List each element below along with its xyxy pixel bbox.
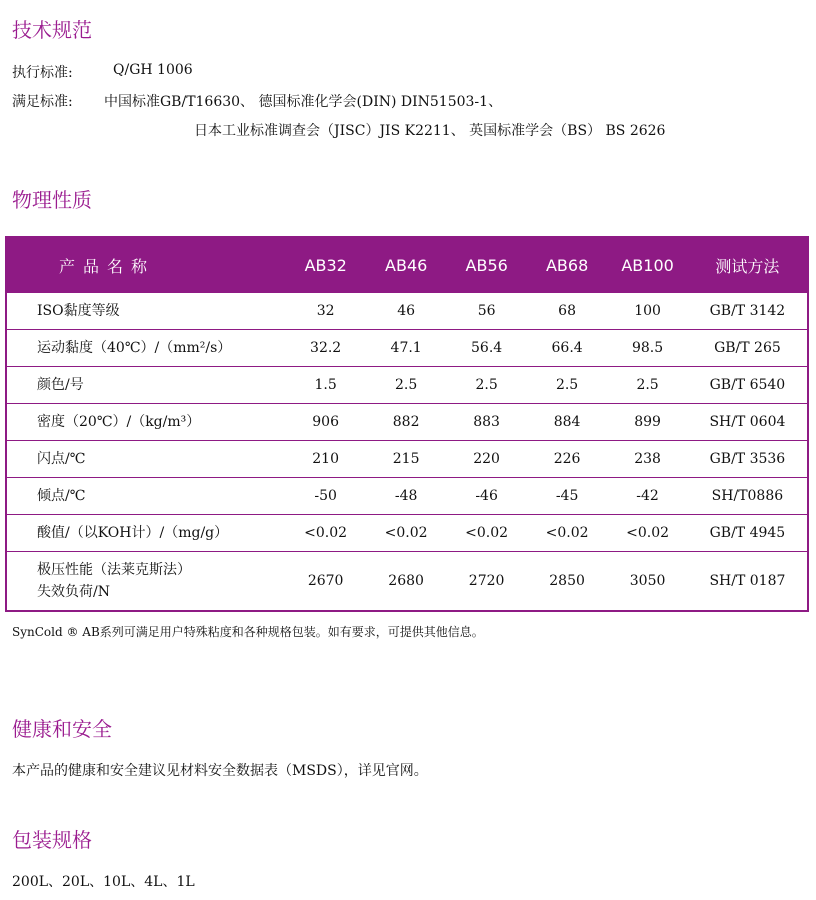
row-property-name: 运动黏度（40℃）/（mm²/s） [37, 340, 232, 356]
row-value: 2.5 [394, 377, 418, 393]
row-test-method: SH/T0886 [711, 488, 784, 504]
table-row [7, 329, 807, 366]
row-value: 56.4 [471, 340, 503, 356]
header-ab32: AB32 [304, 255, 347, 275]
section-title-physical: 物理性质 [12, 188, 92, 212]
row-value: -46 [475, 488, 498, 504]
row-value: 3050 [629, 573, 666, 589]
row-value: <0.02 [304, 525, 348, 541]
table-row [7, 292, 807, 329]
header-test-method: 测试方法 [715, 256, 780, 276]
row-value: -45 [555, 488, 579, 504]
row-value: -42 [636, 488, 659, 504]
row-value: 2670 [307, 573, 344, 589]
table-row [7, 403, 807, 440]
row-test-method: GB/T 265 [714, 340, 781, 356]
exec-standard-value: Q/GH 1006 [113, 62, 193, 78]
row-value: <0.02 [545, 525, 589, 541]
section-title-spec: 技术规范 [12, 18, 92, 42]
row-test-method: GB/T 4945 [709, 525, 786, 541]
row-value: 2720 [468, 573, 505, 589]
meets-standard-label: 满足标准: [12, 94, 73, 110]
table-row [7, 514, 807, 551]
row-test-method: SH/T 0604 [709, 414, 786, 430]
row-test-method: SH/T 0187 [709, 573, 786, 589]
meets-standard-line2: 日本工业标准调查会（JISC）JIS K2211、 英国标准学会（BS） BS 2626 [194, 123, 666, 139]
table-row [7, 366, 807, 403]
row-value: -50 [314, 488, 337, 504]
row-value: 2.5 [555, 377, 579, 393]
header-ab56: AB56 [465, 255, 508, 275]
row-value: 238 [634, 451, 661, 467]
footnote: SynCold ® AB系列可满足用户特殊粘度和各种规格包装。如有要求，可提供其他信息。 [12, 625, 484, 639]
row-value: 66.4 [551, 340, 583, 356]
meets-standard-line1: 中国标准GB/T16630、 德国标准化学会(DIN) DIN51503-1、 [104, 94, 503, 110]
row-property-name: 颜色/号 [37, 377, 84, 393]
section-title-packaging: 包装规格 [12, 828, 92, 852]
row-value: 56 [477, 303, 496, 319]
row-property-name: 密度（20℃）/（kg/m³） [37, 414, 201, 430]
header-ab68: AB68 [545, 255, 589, 275]
row-test-method: GB/T 3142 [709, 303, 786, 319]
health-text: 本产品的健康和安全建议见材料安全数据表（MSDS），详见官网。 [12, 763, 428, 779]
row-value: 1.5 [314, 377, 337, 393]
header-product-name: 产品名称 [59, 256, 156, 276]
row-value: 883 [473, 414, 500, 430]
section-title-health: 健康和安全 [12, 717, 112, 741]
table-row [7, 551, 807, 610]
table-row [7, 440, 807, 477]
row-value: <0.02 [626, 525, 670, 541]
exec-standard-label: 执行标准: [12, 65, 73, 81]
row-value: 98.5 [631, 340, 664, 356]
row-value: 68 [558, 303, 576, 319]
row-value: 2850 [549, 573, 585, 589]
row-value: 226 [553, 451, 581, 467]
row-test-method: GB/T 3536 [709, 451, 786, 467]
row-property-name: 倾点/℃ [37, 488, 86, 504]
row-value: 906 [312, 414, 339, 430]
table-row [7, 477, 807, 514]
row-value: 32.2 [310, 340, 342, 356]
row-property-name: 极压性能（法莱克斯法） 失效负荷/N [37, 562, 191, 600]
row-property-name: ISO黏度等级 [37, 303, 120, 319]
row-value: 882 [392, 414, 420, 430]
row-value: 47.1 [390, 340, 422, 356]
header-ab100: AB100 [621, 255, 674, 275]
header-ab46: AB46 [385, 255, 428, 275]
packaging-text: 200L、20L、10L、4L、1L [12, 874, 195, 890]
row-value: <0.02 [384, 525, 428, 541]
row-value: 100 [634, 303, 661, 319]
table-body [7, 292, 807, 610]
row-property-name: 酸值/（以KOH计）/（mg/g） [37, 525, 229, 541]
row-property-name: 闪点/℃ [37, 451, 86, 467]
row-value: 2680 [388, 573, 424, 589]
row-value: 32 [316, 303, 335, 319]
row-test-method: GB/T 6540 [709, 377, 786, 393]
properties-table [5, 236, 809, 612]
table-header [7, 238, 807, 292]
row-value: 210 [312, 451, 339, 467]
row-value: 220 [473, 451, 500, 467]
row-value: <0.02 [465, 525, 509, 541]
row-value: 46 [397, 303, 416, 319]
row-value: 215 [392, 451, 420, 467]
row-value: 2.5 [636, 377, 659, 393]
row-value: 899 [634, 414, 661, 430]
row-value: -48 [394, 488, 418, 504]
row-value: 2.5 [475, 377, 498, 393]
row-value: 884 [553, 414, 581, 430]
